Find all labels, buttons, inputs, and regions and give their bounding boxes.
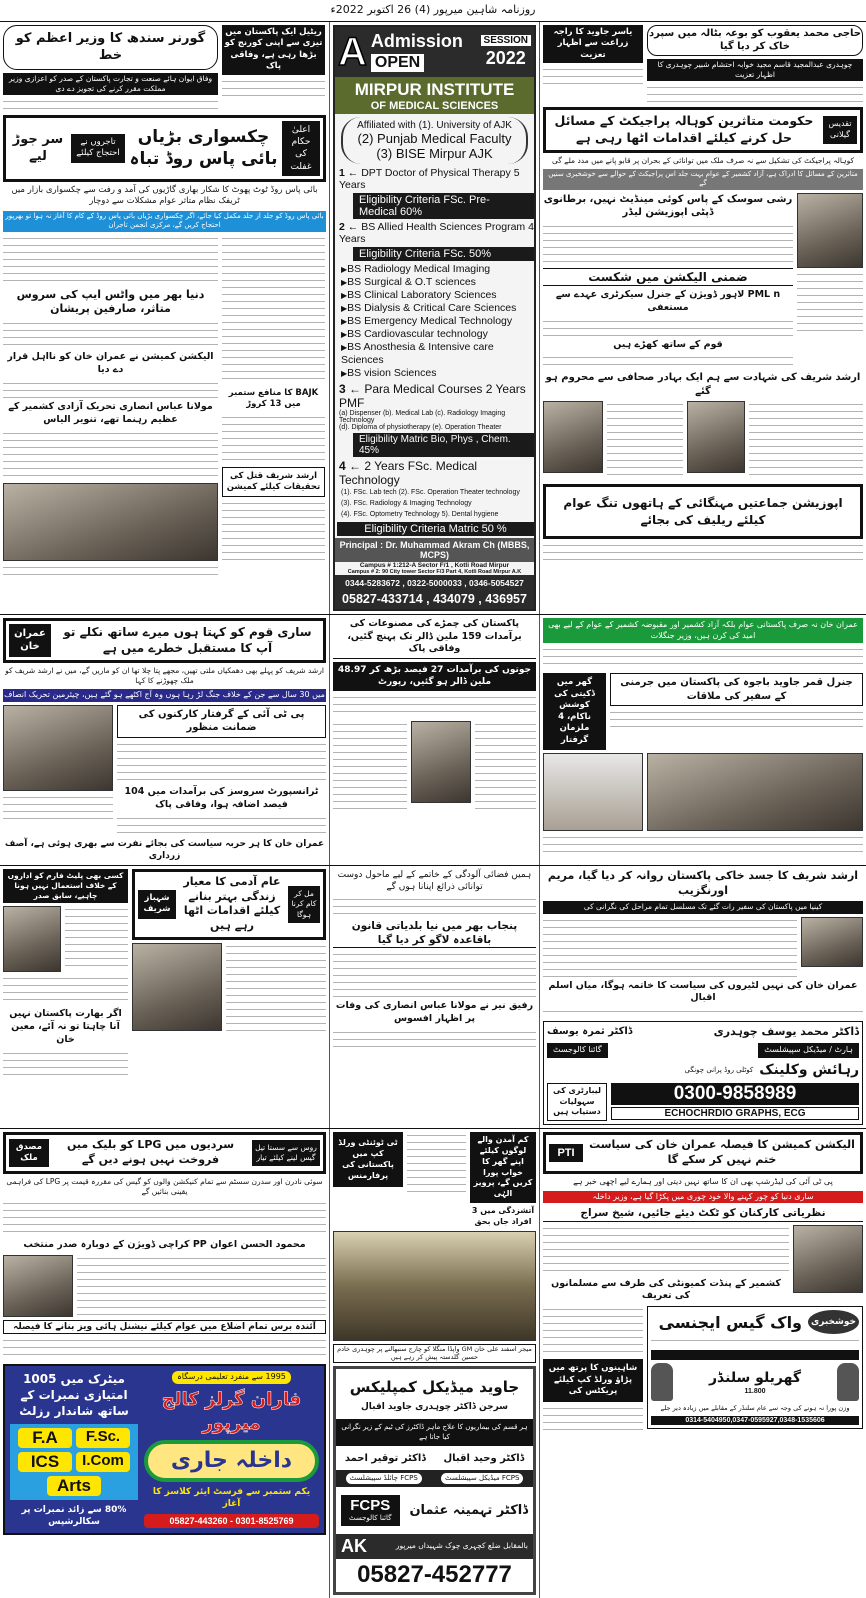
photo-zardari [3, 906, 61, 972]
headline: ضمنی الیکشن میں شکست [543, 268, 793, 286]
specialty: FCPS چائلڈ سپیشلسٹ [346, 1473, 422, 1484]
affiliation: (3) BISE Mirpur AJK [376, 145, 493, 161]
row-top [0, 22, 866, 615]
headline: جوتوں کی برآمدات 27 فیصد بڑھ کر 48.97 ملین ڈالر ہو گئیں، رپورٹ [333, 662, 536, 690]
row-4 [0, 1129, 866, 1598]
phones-landline: 05827-433714 , 434079 , 436957 [335, 591, 534, 609]
cylinder-icon [651, 1363, 673, 1401]
article-text [407, 1132, 466, 1192]
headline-text: حکومت متاثرین کوہالہ پراجیکٹ کے مسائل حل کرنے کیلئے اقدامات اٹھا رہی ہے [554, 113, 814, 145]
specialty-2: گائنا کالوجسٹ [547, 1043, 608, 1058]
article-text [3, 1050, 128, 1080]
bs-item: ▶ BS Surgical & O.T sciences [335, 276, 534, 289]
program-4-criteria: Eligibility Criteria Matric 50 % [337, 522, 534, 536]
headline-retail: ریٹیل ایک پاکستان میں تیزی سے اپنی کورنج کو بڑھا رہی ہے، وفاقی پاک [222, 25, 325, 75]
left-column [0, 22, 330, 614]
scholarships: 80% سے زائد نمبرات پر سکالرشپس [21, 1504, 127, 1527]
main-headline-shahbaz [132, 869, 326, 940]
program-items: (1). FSc. Lab tech (2). FSc. Operation Theater technology [341, 488, 520, 496]
big-a: A [338, 29, 367, 74]
program-title: Para Medical Courses 2 Years PMF [339, 381, 526, 410]
article-text [543, 917, 797, 977]
program-title: BS Allied Health Sciences Program 4 Years [339, 220, 534, 245]
headline-shaheens-perth: شاہینوں کا پرتھ میں پڑاؤ ورلڈ کپ کیلئے پریکٹس کی [543, 1359, 643, 1401]
headline-text: ساری قوم کو کہتا ہوں میرے ساتھ نکلے تو آپ کا مستقبل خطرے میں ہے [63, 625, 312, 656]
purple-bar: میں 30 سال سے جن کے خلاف جنگ لڑ رہا ہوں وہ آج اکٹھے ہو گئے ہیں، چیئرمین تحریک انصاف [3, 689, 326, 702]
article-text [610, 709, 863, 733]
doctor-waheed: ڈاکٹر وحید اقبال [443, 1453, 525, 1465]
tag-imran-khan: عمران خان [9, 624, 51, 657]
article-text [3, 235, 218, 285]
article-text [543, 834, 863, 854]
program-3-criteria: Eligibility Matric Bio, Phys , Chem. 45% [353, 433, 534, 457]
right-column [540, 22, 866, 614]
open-text: OPEN [371, 54, 424, 72]
gas-phone: 0314-5404950,0347-0595927,0348-1535606 [651, 1416, 859, 1425]
article-text [222, 500, 325, 560]
agency-name: واک گیس ایجنسی [658, 1312, 802, 1332]
bs-item: ▶ BS Anosthesia & Intensive care Sciences [335, 341, 534, 367]
headline: آئندہ برس تمام اضلاع میں عوام کیلئے نیشنل ہائی ویز بنانے کا فیصلہ [3, 1320, 326, 1334]
good-news-badge: خوشخبری [808, 1310, 859, 1334]
photo-officials [3, 483, 218, 561]
headline: محمود الحسن اعوان PP کراچی ڈویژن کے دوبارہ صدر منتخب [23, 1239, 306, 1251]
article-text [543, 223, 793, 265]
row-3 [0, 866, 866, 1129]
program-items: (3). FSc. Radiology & Imaging Technology [341, 499, 472, 507]
article-text [3, 975, 128, 1005]
article-text [333, 896, 536, 916]
article-text [543, 1008, 863, 1018]
gray-bar: متاثرین کے مسائل کا ادراک ہے، آزاد کشمیر کے عوام بہت جلد اس پراجیکٹ کے حوالے سے خوشخبری سنیں گے [543, 169, 863, 190]
classes-start: یکم ستمبر سے فرسٹ ایئر کلاسز کا آغاز [152, 1487, 311, 1510]
article-text [3, 1200, 326, 1236]
course-arts[interactable]: Arts [47, 1476, 101, 1496]
photo-sheikh-rashid [411, 721, 471, 803]
headline: آتشزدگی میں 3 افراد جاں بحق [471, 1205, 535, 1226]
article-text [222, 235, 325, 385]
photo-wapda-gm [333, 1231, 536, 1341]
headline: پی ٹی آئی کے گرفتار کارکنوں کی ضمانت منظور [117, 705, 326, 738]
headline-dacoity: گھر میں ڈکیتی کی کوشش ناکام، 4 ملزمان گرفتار [543, 673, 606, 750]
cylinder-icon [837, 1363, 859, 1401]
photo-arshad-sharif [687, 401, 745, 473]
college-name: فاران گرلز کالج میرپور [161, 1388, 302, 1435]
product-name: گھریلو سلنڈر [708, 1370, 802, 1387]
year-text: 2022 [485, 47, 526, 68]
headline: ٹرانسپورٹ سروسز کی برآمدات میں 104 فیصد اضافہ ہوا، وفاقی پاک [124, 785, 319, 810]
program-2: 2 ← BS Allied Health Sciences Program 4 Years [339, 220, 534, 245]
headline: پاکستان کی چمڑے کی مصنوعات کی برآمدات 159 ملین ڈالر تک پہنچ گئیں، وفاقی پاک [333, 618, 536, 659]
bs-item: ▶ BS vision Sciences [335, 367, 534, 380]
admission-open: داخلہ جاری [144, 1440, 319, 1482]
row-2 [0, 615, 866, 866]
headline-text: سردیوں میں LPG کو بلیک میں فروخت نہیں ہونے دیں گے [66, 1138, 235, 1166]
ad-walk-gas [647, 1306, 863, 1429]
headline: PML n لاہور ڈویژن کے جنرل سیکرٹری عہدے سے مستعفی [555, 289, 781, 313]
clinic-services: ECHOCHRDIO GRAPHS, ECG [611, 1107, 859, 1120]
strip-kenya: کینیا میں پاکستان کی سفیر رات گئے تک مسلسل تمام مراحل کی نگرانی کی [543, 901, 863, 913]
article-text [3, 430, 218, 480]
college-phone: 05827-443260 - 0301-8525769 [144, 1514, 319, 1528]
course-ics[interactable]: ICS [18, 1452, 72, 1472]
bs-item: ▶ BS Emergency Medical Technology [335, 315, 534, 328]
strip-condolences: چوہدری عبدالمجید قاسم مجید خوابہ احتشام شبیر چوہدری کا اظہار تعزیت [647, 59, 863, 81]
institute-name: MIRPUR INSTITUTE [354, 79, 515, 99]
ad-clinic [543, 1021, 863, 1125]
doctor-1: ڈاکٹر محمد یوسف چوہدری [713, 1025, 859, 1039]
main-headline-pti [543, 1132, 863, 1174]
article-text [543, 1306, 643, 1356]
subheadline: سوئی نادرن اور سدرن سسٹم سے تمام کنیکشن والوں کو گیس کی مقررہ قیمت پر LPG کی فراہمی یقینی بنائیں گے [6, 1176, 323, 1196]
green-bar: عمران خان نہ صرف پاکستانی عوام بلکہ آزاد کشمیر اور مقبوضہ کشمیر کے عوام کے لیے بھی امید کی کرن ہیں، وزیر جنگلات [543, 618, 863, 644]
doctor-tauqeer: ڈاکٹر توقیر احمد [344, 1453, 426, 1465]
main-headline-lpg [3, 1132, 326, 1174]
complex-name: جاوید میڈیکل کمپلیکس [349, 1378, 520, 1397]
program-items: (d). Diploma of physiotherapy (e). Operation Theater [339, 423, 502, 431]
fcps-badge [341, 1495, 400, 1525]
photo-maryam-aurangzeb [801, 917, 863, 967]
article-text [333, 721, 407, 811]
headline: رشی سوسک کے پاس کوئی مینڈیٹ نہیں، برطانوی ڈپٹی اپوزیشن لیڈر [543, 193, 793, 219]
article-text [77, 1255, 326, 1317]
specialty: FCPS میڈیکل سپیشلسٹ [441, 1473, 523, 1484]
program-title: 2 Years FSc. Medical Technology [339, 458, 478, 487]
clinic-address: کوٹلی روڈ پرانی چونگی [684, 1065, 754, 1074]
photo-shahbaz-sharif [132, 943, 222, 1031]
tag-pti: PTI [549, 1144, 583, 1162]
affiliation: Affiliated with (1). University of AJK [357, 119, 512, 131]
program-2-criteria: Eligibility Criteria FSc. 50% [353, 247, 534, 261]
article-text [749, 401, 863, 481]
headline-pervaiz-elahi: کم آمدن والے لوگوں کیلئے اپنے گھر کا خواب پورا کریں گے، پرویز الہٰی [470, 1132, 536, 1203]
article-text [543, 318, 793, 336]
program-number: 2 [339, 220, 345, 233]
strip-federal-chamber: وفاق ایوان ہائے صنعت و تجارت پاکستان کے صدر کو اعزازی وزیر مملکت مقرر کرنے کی تجویز دے دی [3, 73, 218, 95]
photo-caption: میجر اسفند علی خان GM واپڈا منگلا کو چارج سنبھالنے پر چوہدری خادم حسین گلدستہ پیش کر رہے ہیں [333, 1344, 536, 1364]
headline: الیکشن کمیشن نے عمران خان کو نااہل قرار دے دیا [7, 351, 214, 376]
headline: پنجاب بھر میں نیا بلدیاتی قانون باقاعدہ لاگو کر دیا گیا [333, 919, 536, 948]
address: بالمقابل ضلع کچہری چوک شہیداں میرپور [395, 1541, 528, 1551]
tag-negligence: اعلیٰ حکام کی غفلت [282, 121, 320, 176]
campus-2: Campus # 2: 90 City tower Sector F/3 Part 4, Kotli Road Mirpur A.K [347, 568, 522, 575]
tag-traders: تاجروں نے احتجاج کیلئے [71, 134, 125, 163]
program-title: DPT Doctor of Physical Therapy 5 Years [339, 166, 520, 191]
headline: قوم کے ساتھ کھڑے ہیں [613, 338, 723, 350]
date-line: روزنامہ شاہین میرپور (4) 26 اکتوبر 2022ء [0, 0, 866, 22]
article-text [226, 943, 326, 1031]
tag-musadik-malik: مصدق ملک [9, 1139, 49, 1168]
headline-governor-sindh: گورنر سندھ کا وزیر اعظم کو خط [3, 25, 218, 70]
article-text [3, 1337, 326, 1361]
ad-header [335, 27, 534, 77]
program-number: 1 [339, 166, 345, 179]
headline: ارشد شریف کی شہادت سے ہم ایک بہادر صحافی سے محروم ہو گئے [545, 372, 861, 397]
program-4: 4 ← 2 Years FSc. Medical Technology [339, 458, 478, 487]
program-items: (a) Dispenser (b). Medical Lab (c). Radiology Imaging Technology [339, 409, 506, 424]
article-text [3, 380, 218, 398]
program-number: 3 [339, 381, 346, 396]
photo-woman-leader [797, 193, 863, 268]
ad-note: وزن پورا نہ ہونے کی وجہ سے عام سلنڈر کے مقابلے میں زیادہ دیر جلے [660, 1404, 850, 1413]
main-headline-kohala [543, 107, 863, 153]
headline: BAJK کا منافع ستمبر میں 13 کروڑ [228, 387, 319, 410]
treatment-note: ہر قسم کی بیماریوں کا علاج ماہر ڈاکٹرز کی ٹیم کے زیر نگرانی کیا جاتا ہے [336, 1419, 533, 1446]
headline-text: چکسواری بڑیاں بائی پاس روڈ تباہ [129, 126, 278, 170]
article-text [607, 401, 683, 481]
since-1995: 1995 سے منفرد تعلیمی درسگاہ [172, 1371, 291, 1384]
institute-banner [335, 77, 534, 114]
affiliations [341, 117, 528, 164]
headline: اگر بھارت پاکستان نہیں آنا چاہتا تو نہ آئے، معین خان [9, 1008, 122, 1045]
photo-building [543, 753, 643, 831]
headline: دنیا بھر میں واٹس ایپ کی سروس متاثر، صارفین پریشان [16, 287, 205, 316]
article-text [543, 542, 863, 562]
bs-item: ▶ BS Cardiovascular technology [335, 328, 534, 341]
ad-faran-college [3, 1364, 326, 1535]
article-text [222, 78, 325, 98]
course-fsc[interactable]: F.Sc. [76, 1428, 130, 1448]
campus-1: Campus # 1:212-A Sector F/1 , Kotli Road Mirpur [359, 561, 510, 569]
headline-t20: ٹی ٹوئنٹی ورلڈ کپ میں پاکستانی کی پرفارمنس [333, 1132, 403, 1187]
program-3: 3 ← Para Medical Courses 2 Years PMF [339, 381, 526, 410]
headline-bajwa: جنرل قمر جاوید باجوہ کی پاکستان میں جرمنی کے سفیر کی ملاقات [610, 673, 863, 706]
ad-mirpur-institute [333, 25, 536, 611]
clinic-name: رہائش وکلینک [759, 1061, 859, 1078]
admission-text: Admission [370, 31, 463, 52]
headline: نظریاتی کارکنان کو ٹکٹ دیئے جائیں، شیخ سراج [543, 1206, 863, 1221]
photo-imran-khan [3, 705, 113, 791]
program-1-criteria: Eligibility Criteria FSc. Pre- Medical 60% [353, 193, 534, 219]
tag-work-together: مل کر کام کرنا ہوگا [288, 886, 320, 922]
headline-text: الیکشن کمیشن کا فیصلہ عمران خان کی سیاست ختم نہیں کر سکے گا [589, 1138, 855, 1166]
article-text [543, 354, 793, 368]
program-1: 1 ← DPT Doctor of Physical Therapy 5 Years [339, 166, 520, 191]
article-text [647, 84, 863, 104]
banner-opposition: اپوزیشن جماعتیں مہنگائی کے ہاتھوں تنگ عوام کیلئے ریلیف کی بجائے [543, 484, 863, 538]
article-text [543, 66, 643, 90]
institute-subtitle: OF MEDICAL SCIENCES [370, 99, 499, 112]
course-fa[interactable]: F.A [18, 1428, 72, 1448]
specialty-1: ہارٹ / میڈیکل سپیشلسٹ [758, 1043, 859, 1058]
blue-bar: بائی پاس روڈ کو جلد از جلد مکمل کیا جائے، اگر چکسواری بڑیاں بائی پاس روڈ کے کام کا آغاز نہ ہوا تو بھرپور احتجاج کریں گے، مرکزی انجمن تاجران [3, 211, 326, 232]
article-text [543, 1225, 789, 1275]
photo-politician [3, 1255, 73, 1317]
article-text [65, 906, 128, 972]
article-text [333, 951, 536, 997]
lab-note: لیبارٹری کی سہولیات دستیاب ہیں [547, 1083, 607, 1121]
headline-text: عام آدمی کا معیار زندگی بہتر بنانے کیلئے اقدامات اٹھا رہے ہیں [183, 874, 281, 933]
doctor-2: ڈاکٹر ثمرہ یوسف [547, 1026, 633, 1038]
program-number: 4 [339, 458, 346, 473]
session-text: SESSION [481, 35, 531, 46]
bs-item: ▶ BS Radiology Medical Imaging [335, 263, 534, 276]
headline: رفیق نیر نے مولانا عباس انصاری کی وفات پر اظہار افسوس [335, 1000, 534, 1025]
tag-shehbaz-sharif: شہباز شریف [138, 890, 176, 919]
doctor-tehmina: ڈاکٹر تہمینہ عثمان [409, 1502, 529, 1518]
phones-mobile: 0344-5283672 , 0322-5000033 , 0346-5054527 [335, 575, 534, 591]
headline-haji-yaqoob: حاجی محمد یعقوب کو بوعہ بٹالہ میں سپرد خاک کر دیا گیا [647, 25, 863, 56]
course-icom[interactable]: I.Com [76, 1452, 130, 1472]
article-text [797, 271, 863, 331]
ad-text [651, 1337, 859, 1347]
article-text [3, 320, 218, 348]
subheadline: ارشد شریف کو پہلے بھی دھمکیاں ملتی تھیں، مجھے پتا چلا تھا ان کو ماریں گے، میں نے ارشد شریف کو ملک چھوڑنے کا کہا [5, 665, 324, 685]
subheadline: ہمیں فضائی آلودگی کے خاتمے کے لیے ماحول دوست توانائی ذرائع اپنانا ہوں گے [337, 869, 532, 892]
article-text [543, 1405, 643, 1435]
headline-former-president: کسی بھی پلیٹ فارم کو اداروں کے خلاف استعمال نہیں ہونا چاہیے، سابق صدر [3, 869, 128, 903]
headline-condolence-box: یاسر جاوید کا راجہ زراعت سے اظہار تعزیت [543, 25, 643, 63]
photo-rana-sanaullah [793, 1225, 863, 1293]
tag-russia-oil: روس سے سستا تیل گیس لینے کیلئے تیار [252, 1140, 320, 1166]
photo-ceremony [647, 753, 863, 831]
article-text [117, 741, 326, 783]
headline: عمران خان کا ہر حربہ سیاست کی بجائے نفرت سے بھری ہوئی ہے، آصف زرداری [4, 838, 325, 861]
subheadline: بائی پاس روڈ ٹوٹ پھوٹ کا شکار بھاری گاڑیوں کی آمد و رفت سے چکسواری بازار میں ٹریفک نظام متاثر عوام مشکلات سے دوچار [11, 184, 318, 207]
red-bar: ساری دنیا کو چور کہنے والا خود چوری میں پکڑا گیا ہے، وزیر داخلہ [543, 1191, 863, 1204]
phone: 05827-452777 [357, 1560, 512, 1588]
clinic-phone: 0300-9858989 [611, 1083, 859, 1105]
tag-taqdees-gilani: تقدیس گیلانی [823, 116, 857, 144]
article-text [3, 794, 113, 824]
article-text [3, 564, 218, 578]
headline: ارشد شریف کا جسد خاکی پاکستان روانہ کر دیا گیا، مریم اورنگزیب [547, 868, 859, 897]
article-text [222, 414, 325, 464]
principal: Principal : Dr. Muhammad Akram Ch (MBBS, MCPS) [335, 538, 534, 562]
weight: 11.800 [744, 1388, 766, 1396]
headline: عمران خان کی نہیں لٹیروں کی سیاست کا خاتمہ ہوگا، میاں اسلم اقبال [548, 979, 858, 1004]
article-text [333, 1029, 536, 1047]
subheadline: پی ٹی آئی کی لیڈرشپ بھی ان کا ساتھ نہیں دیتی اور ہمارے لیے اچھی خبر ہے [573, 1176, 833, 1186]
surgeon-name: سرجن ڈاکٹر چوہدری جاوید اقبال [360, 1402, 509, 1413]
subheadline: کوہالہ پراجیکٹ کی تشکیل سے نہ صرف ملک میں توانائی کے بحران پر قابو پانے میں مدد ملے گی [551, 155, 855, 165]
article-text [475, 721, 536, 811]
gyn-text: گائنا کالوجسٹ [348, 1514, 392, 1523]
ak-logo: AK [341, 1535, 367, 1556]
main-headline-imran [3, 618, 326, 663]
fcps-text: FCPS [350, 1497, 391, 1515]
tag-heads-together: سر جوڑ لیے [12, 131, 64, 165]
center-column [330, 22, 540, 614]
affiliation: (2) Punjab Medical Faculty [357, 130, 512, 146]
article-text [117, 815, 326, 835]
article-text [333, 694, 536, 718]
ad-javed-medical [333, 1366, 536, 1595]
main-headline-chaksawari [3, 115, 326, 182]
headline: ارشد شریف قتل کی تحقیقات کیلئے کمیشن [222, 467, 325, 498]
program-items: (4). FSc. Optometry Technology 5). Dental hygiene [341, 510, 499, 518]
ad-strip [651, 1350, 859, 1360]
headline: کشمیر کے پنڈت کمیونٹی کی طرف سے مسلمانوں کی تعریف [551, 1277, 781, 1302]
matric-result: میٹرک میں 1005 امتیازی نمبرات کے ساتھ شاندار رزلٹ [19, 1372, 129, 1419]
headline: مولانا عباس انصاری تحریک آزادی کشمیر کے عظیم رہنما تھے، تنویر الیاس [8, 400, 213, 425]
bs-item: ▶ BS Dialysis & Critical Care Sciences [335, 302, 534, 315]
bs-item: ▶ BS Clinical Laboratory Sciences [335, 289, 534, 302]
photo-journalist [543, 401, 603, 473]
article-text [543, 646, 863, 670]
article-text [3, 98, 218, 112]
